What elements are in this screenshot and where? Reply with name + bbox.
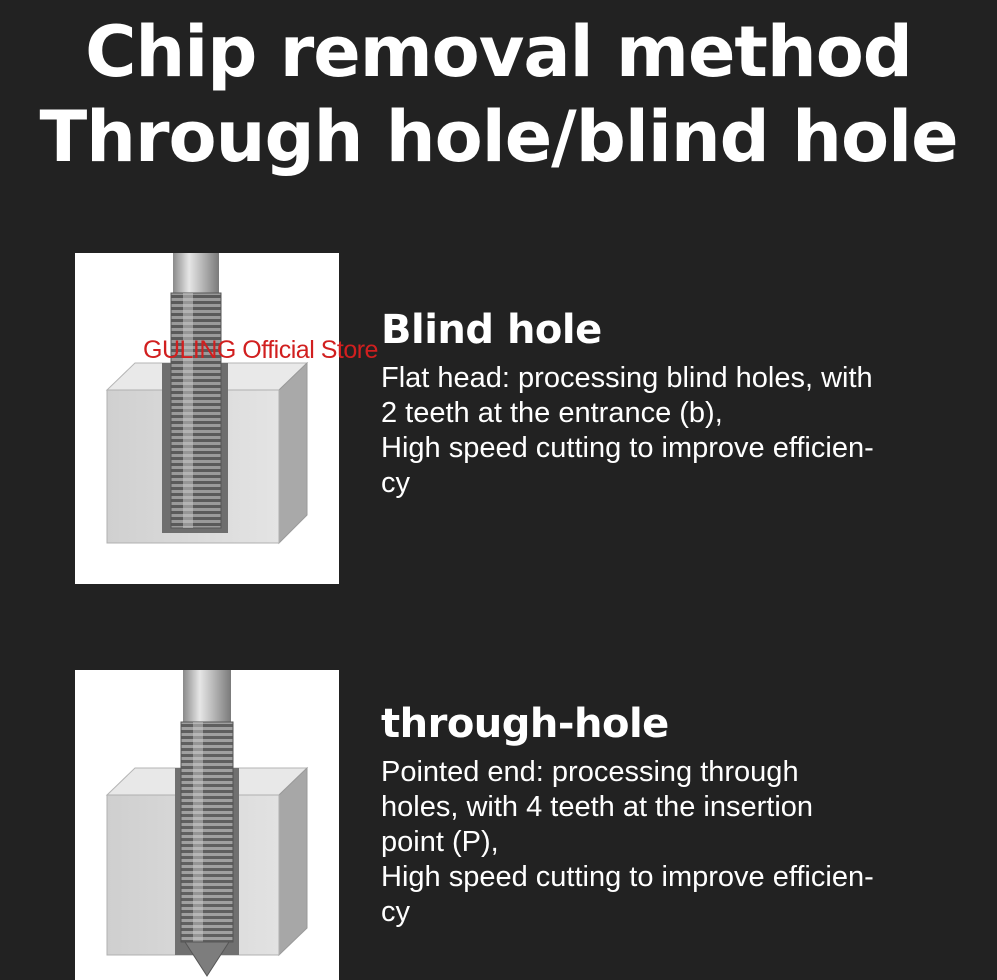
through-desc-line: Pointed end: processing through	[381, 756, 799, 788]
through-hole-heading: through-hole	[381, 701, 669, 747]
blind-hole-description	[381, 361, 981, 501]
title-line-2: Through hole/blind hole	[39, 96, 958, 178]
blind-desc-line: High speed cutting to improve efficien-	[381, 432, 874, 464]
store-watermark: GULING Official Store	[143, 336, 378, 364]
blind-desc-line: Flat head: processing blind holes, with	[381, 362, 873, 394]
blind-hole-tap-icon	[75, 253, 339, 584]
through-hole-tap-icon	[75, 670, 339, 980]
through-desc-line: cy	[381, 896, 410, 928]
blind-hole-section	[381, 303, 981, 501]
through-desc-line: point (P),	[381, 826, 499, 858]
blind-desc-line: 2 teeth at the entrance (b),	[381, 397, 723, 429]
page-title	[0, 10, 997, 180]
through-hole-section	[381, 697, 981, 930]
title-line-1: Chip removal method	[85, 11, 912, 93]
through-hole-description	[381, 755, 981, 930]
through-desc-line: holes, with 4 teeth at the insertion	[381, 791, 814, 823]
blind-desc-line: cy	[381, 467, 410, 499]
through-hole-illustration	[75, 670, 339, 980]
blind-hole-heading: Blind hole	[381, 307, 602, 353]
blind-hole-illustration	[75, 253, 339, 584]
through-desc-line: High speed cutting to improve efficien-	[381, 861, 874, 893]
